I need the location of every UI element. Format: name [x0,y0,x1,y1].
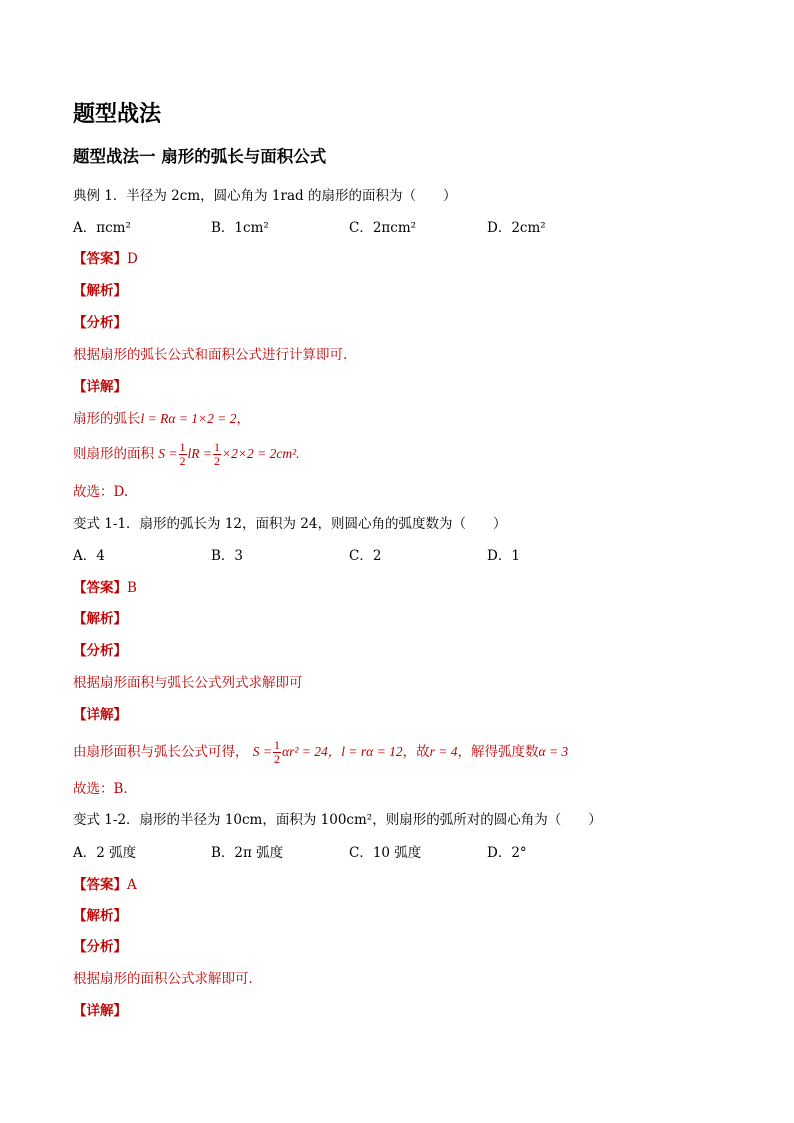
q1-detail-line2 [73,438,300,470]
q1-option-a: A．πcm² [73,220,131,236]
q2-detail-mid: ，故 [402,744,430,760]
answer-label: 【答案】 [73,580,127,596]
q1-option-c: C．2πcm² [349,220,417,236]
frac-numerator: 1 [274,738,281,752]
q1-analysis-text: 根据扇形的弧长公式和面积公式进行计算即可． [73,347,357,363]
q3-answer-value: A [127,877,137,893]
q2-breakdown-label: 【分析】 [73,643,127,659]
q2-detail-fraction [273,739,281,766]
q2-answer-line [73,579,137,597]
frac-numerator: 1 [179,440,186,454]
q3-detail-label: 【详解】 [73,1003,127,1019]
q1-detail-line2-fraction-1 [179,441,187,468]
q2-conclusion: 故选：B. [73,781,128,797]
q2-analysis-text: 根据扇形面积与弧长公式列式求解即可 [73,675,303,691]
q3-answer-line [73,876,137,894]
q2-stem: 变式 1-1．扇形的弧长为 12，面积为 24，则圆心角的弧度数为（ ） [73,516,507,532]
q3-stem: 变式 1-2．扇形的半径为 10cm，面积为 100cm²，则扇形的弧所对的圆心角为（ ） [73,812,602,828]
q3-analysis-text: 根据扇形的面积公式求解即可． [73,971,262,987]
q3-option-c: C．10 弧度 [349,845,422,861]
q1-breakdown-label: 【分析】 [73,315,127,331]
frac-denominator: 2 [214,454,221,468]
q1-answer-line [73,250,138,268]
q3-breakdown-label: 【分析】 [73,939,127,955]
q1-detail-line1-suffix: ， [236,411,251,427]
q2-analysis-label: 【解析】 [73,611,127,627]
q2-option-c: C．2 [349,548,382,564]
q2-option-b: B．3 [211,548,244,564]
q1-detail-line2-fraction-2 [213,441,221,468]
q1-detail-line2-prefix: 则扇形的面积 [73,446,154,462]
q1-detail-line2-formula-c: ×2×2 = 2cm². [222,446,300,461]
q3-option-b: B．2π 弧度 [211,845,284,861]
q2-detail-formula-a: S = [252,744,273,759]
q2-answer-value: B [127,580,137,596]
q3-option-a: A．2 弧度 [73,845,137,861]
q1-detail-line1-formula: l = Rα = 1×2 = 2 [140,411,237,426]
q2-option-d: D．1 [487,548,520,564]
q1-answer-value: D [127,251,138,267]
q2-detail-line [73,736,568,768]
frac-numerator: 1 [214,440,221,454]
q2-detail-label: 【详解】 [73,707,127,723]
q2-detail-formula-e: α = 3 [538,744,569,759]
q1-detail-line2-formula-a: S = [158,446,178,461]
q2-detail-mid2: ，解得弧度数 [457,744,539,760]
q1-detail-label: 【详解】 [73,379,127,395]
q3-analysis-label: 【解析】 [73,908,127,924]
q1-conclusion: 故选：D. [73,484,129,500]
q1-option-b: B．1cm² [211,220,269,236]
q2-detail-prefix: 由扇形面积与弧长公式可得， [73,744,249,760]
frac-denominator: 2 [274,752,281,766]
q2-detail-formula-c: ，l = rα = 12 [327,744,403,759]
q1-option-d: D．2cm² [487,220,546,236]
page-heading: 题型战法 [73,102,162,127]
section-title: 题型战法一 扇形的弧长与面积公式 [73,147,327,166]
q2-detail-formula-b: αr² = 24 [282,744,328,759]
q1-detail-line1 [73,410,250,428]
q1-analysis-label: 【解析】 [73,283,127,299]
q2-option-a: A．4 [73,548,105,564]
q3-option-d: D．2° [487,845,527,861]
q1-detail-line2-formula-b: lR = [187,446,213,461]
frac-denominator: 2 [179,454,186,468]
q1-stem: 典例 1．半径为 2cm，圆心角为 1rad 的扇形的面积为（ ） [73,188,457,204]
answer-label: 【答案】 [73,877,127,893]
answer-label: 【答案】 [73,251,127,267]
q1-detail-line1-prefix: 扇形的弧长 [73,411,141,427]
q2-detail-formula-d: r = 4 [429,744,458,759]
